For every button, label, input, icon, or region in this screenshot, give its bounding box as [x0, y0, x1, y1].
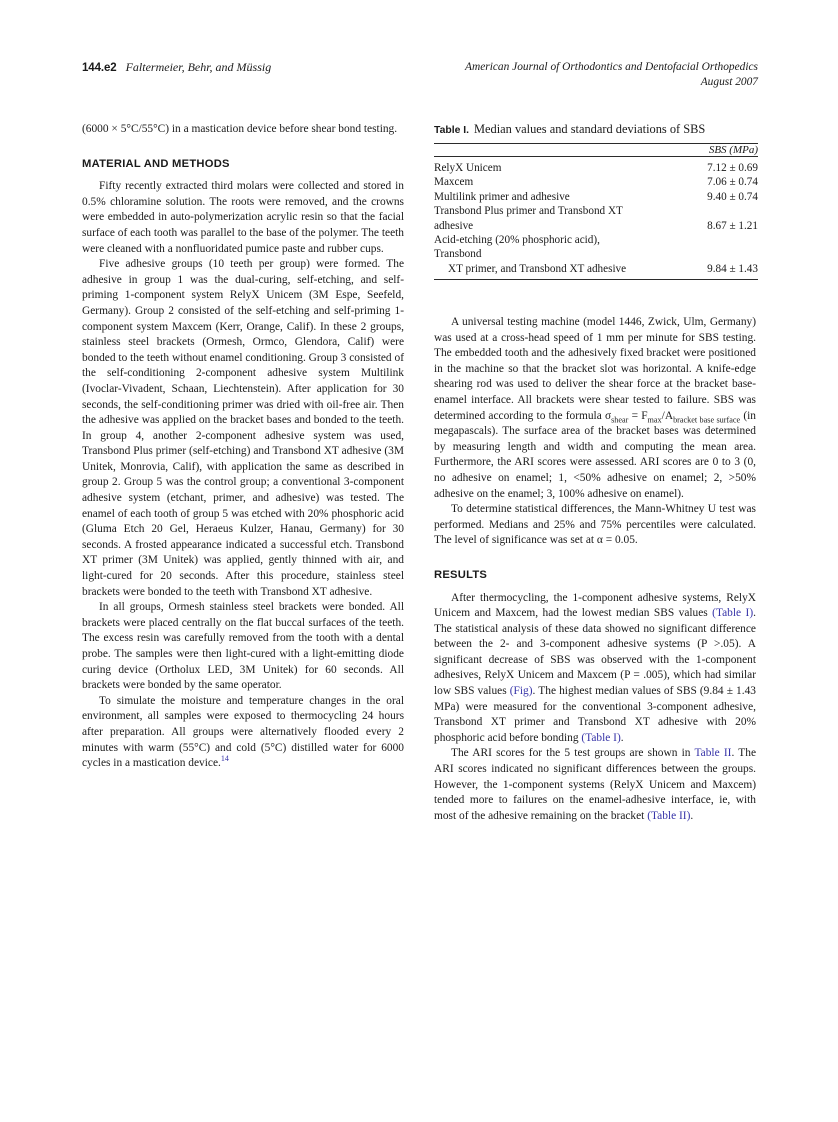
spacer [82, 138, 404, 157]
link-table-2-second[interactable]: (Table II) [647, 809, 691, 822]
table-body [434, 157, 758, 280]
left-column [82, 122, 404, 772]
table-row [434, 204, 758, 233]
table-1 [434, 122, 758, 280]
table-bottom-rule [641, 280, 758, 281]
spacer [434, 584, 756, 591]
results2-text-a: The ARI scores for the 5 test groups are shown in [451, 747, 695, 760]
paragraph-testing-text-a: A universal testing machine (model 1446, Zwick, Ulm, Germany) was used at a cross-head speed of 1 mm per minute for SBS testing. The embedded tooth and the adhesively fixed bracket were positioned in the machine so that the bracket slot was horizontal. A knife-edge shearing rod was used to deliver the shear force at the bracket base-enamel interface. All brackets were shear tested to failure. SBS was determined according to the formula [434, 316, 756, 422]
heading-material-and-methods: MATERIAL AND METHODS [82, 157, 230, 170]
results2-text-c: . [690, 809, 694, 822]
table-head [434, 144, 758, 157]
page-folio: 144.e2 [82, 62, 117, 74]
table-row [434, 175, 758, 189]
link-figure[interactable]: (Fig) [509, 685, 533, 698]
results2-text-b: . The ARI scores indicated no significant differences between the groups. However, the 1-component systems (RelyX Unicem and Maxcem) tended more to failures on the enamel-adhesive interface, ie, with most of the adhesive remaining on the bracket [434, 747, 756, 822]
paragraph-results-2 [434, 746, 756, 824]
paragraph-methods-4-text: To simulate the moisture and temperature changes in the oral environment, all samples were exposed to thermocycling 24 hours after preparation. All groups were alternatively flooded every 2 minutes with warm (55°C) and cold (5°C) distilled water for 6000 cycles in a mastication device. [82, 694, 404, 770]
table-cell-value [641, 233, 758, 262]
table-bottom-rule-row [434, 280, 758, 281]
link-table-2-first[interactable]: Table II [694, 747, 732, 760]
table-row [434, 233, 758, 262]
results-text-d: . [620, 731, 624, 744]
table-header-row [434, 144, 758, 157]
paragraph-results-1 [434, 591, 756, 747]
running-head [82, 60, 758, 100]
running-head-authors: Faltermeier, Behr, and Müssig [125, 60, 272, 74]
formula-area-subscript: bracket base surface [673, 414, 741, 424]
link-table-1-second[interactable]: (Table I) [581, 731, 621, 744]
table-row-continuation [434, 262, 758, 280]
citation-ref-14[interactable]: 14 [220, 754, 229, 764]
paragraph-methods-4 [82, 694, 404, 772]
paragraph-continued: (6000 × 5°C/55°C) in a mastication device before shear bond testing. [82, 123, 398, 135]
formula-fmax-subscript: max [647, 414, 662, 424]
table-cell-value: 9.84 ± 1.43 [707, 262, 758, 275]
table-bottom-rule [434, 280, 641, 281]
table-cell-label: RelyX Unicem [434, 157, 641, 176]
paragraph-methods-3: In all groups, Ormesh stainless steel brackets were bonded. All brackets were placed centrally on the flat buccal surfaces of the teeth. The excess resin was carefully removed from the tooth with a dental probe. The samples were then light-cured with a light-emitting diode curing device (Ortholux LED, 3M Unitek) for 60 seconds. All brackets were bonded by the same operator. [82, 601, 404, 692]
running-head-right [465, 60, 758, 90]
formula-slash-a: /A [661, 409, 674, 422]
table-cell-label: Transbond Plus primer and Transbond XT adhesive [434, 205, 623, 232]
spacer [82, 172, 404, 179]
paragraph-testing-text-b: (in megapascals). The surface area of the bracket bases was determined by measuring length and width and computing the mean area. Furthermore, the ARI scores were assessed. ARI scores are 0 to 3 (0, no adhesive on enamel; 1, <50% adhesive on enamel; 2, >50% adhesive on the enamel; 3, 100% adhesive on enamel). [434, 409, 756, 500]
table-row [434, 157, 758, 176]
column-header-blank [434, 144, 641, 157]
heading-results: RESULTS [434, 568, 488, 581]
formula-sigma-subscript: shear [611, 414, 629, 424]
table-cell-value: 8.67 ± 1.21 [707, 219, 758, 232]
results-text-c: . The highest median values of SBS (9.84 ± 1.43 MPa) were measured for the conventional 3-component adhesive, Transbond XT primer and Transbond XT adhesive with 20% phosphoric acid before bonding [434, 685, 756, 744]
table-cell-label: Maxcem [434, 176, 474, 189]
paragraph-statistics: To determine statistical differences, the Mann-Whitney U test was performed. Medians and 25% and 75% percentiles were calculated. The level of significance was set at α = 0.05. [434, 503, 756, 547]
paragraph-methods-2: Five adhesive groups (10 teeth per group) were formed. The adhesive in group 1 was the dual-curing, self-etching, and self-priming 1-component system RelyX Unicem (3M Espe, Seefeld, Germany). Group 2 consisted of the self-etching and self-priming 1-component system Maxcem (Kerr, Orange, Calif). In these 2 groups, stainless steel brackets (Ormesh, Ormco, Glendora, Calif) were bonded to the teeth without enamel conditioning. Group 3 consisted of the self-conditioning 2-component adhesive system Multilink (Ivoclar-Vivadent, Schaan, Liechtenstein). After application for 30 seconds, the self-conditioning primer was dried with oil-free air. Then the adhesive was applied on the bracket bases and bonded to the teeth. In group 4, another 2-component adhesive system was used, Transbond Plus primer (self-etching) and Transbond XT adhesive (3M Unitek, Monrovia, Calif), with application the same as described in group 2. Group 5 was the control group; a conventional 3-component adhesive system (etchant, primer, and adhesive) was tested. The enamel of each tooth of group 5 was etched with 20% phosphoric acid (Gluma Etch 20 Gel, Heraeus Kulzer, Hanau, Germany) for 30 seconds. A frosted appearance indicated a successful etch. Transbond XT primer (3M Unitek) was applied, gently thinned with air, and light-cured for 20 seconds. After this procedure, stainless steel brackets were bonded to the teeth with Transbond XT adhesive. [82, 258, 404, 598]
table-title: Median values and standard deviations of SBS [474, 122, 706, 136]
link-table-1-first[interactable]: (Table I) [712, 607, 754, 620]
results-text-b: . The statistical analysis of these data showed no significant difference between the 2- and 3-component adhesive systems (P >.05). A significant decrease of SBS was observed with the 1-component adhesives, RelyX Unicem and Maxcem (P = .005), which had similar low SBS values [434, 607, 756, 698]
spacer [434, 549, 756, 568]
formula-equals-f: = F [628, 409, 648, 422]
table-caption [434, 122, 758, 138]
table-1-grid [434, 143, 758, 280]
formula-shear-bond-strength [605, 410, 740, 422]
results-text-a: After thermocycling, the 1-component adhesive systems, RelyX Unicem and Maxcem, had the lowest median SBS values [434, 591, 756, 620]
journal-name: American Journal of Orthodontics and Dentofacial Orthopedics [465, 61, 758, 73]
paragraph-testing-machine [434, 315, 756, 502]
table-row [434, 190, 758, 204]
column-header-sbs: SBS (MPa) [641, 144, 758, 157]
table-cell-label: Multilink primer and adhesive [434, 190, 570, 203]
table-label: Table I. [434, 125, 470, 136]
table-cell-label: Acid-etching (20% phosphoric acid), Transbond [434, 234, 600, 261]
table-cell-value: 7.06 ± 0.74 [707, 176, 758, 189]
table-cell-value: 7.12 ± 0.69 [641, 157, 758, 176]
right-column [434, 315, 756, 824]
table-cell-label-continued: XT primer, and Transbond XT adhesive [448, 262, 627, 275]
running-head-left [82, 60, 271, 75]
formula-sigma: σ [604, 409, 612, 422]
issue-date: August 2007 [700, 76, 758, 88]
paragraph-methods-1: Fifty recently extracted third molars were collected and stored in 0.5% chloramine solution. The roots were removed, and the crowns were embedded in auto-polymerization acrylic resin so that the facial surface of each tooth was parallel to the base of the polymer. The teeth were cleaned with a nonfluoridated pumice paste and rubber cups. [82, 180, 404, 255]
table-cell-value: 9.40 ± 0.74 [707, 190, 758, 203]
table-foot [434, 280, 758, 281]
